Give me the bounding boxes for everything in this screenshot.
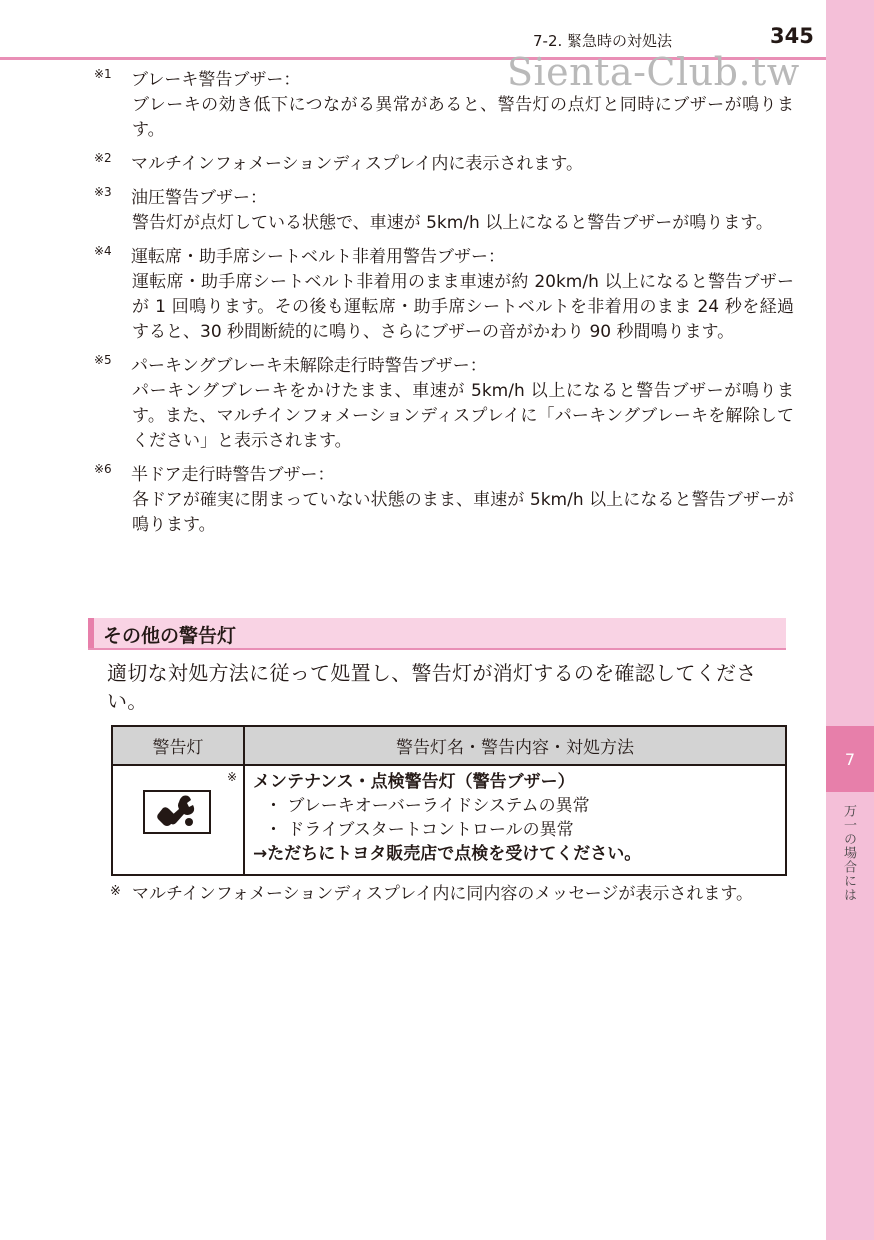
side-band (826, 0, 874, 1240)
note-body: ブレーキの効き低下につながる異常があると、警告灯の点灯と同時にブザーが鳴ります。 (132, 95, 794, 140)
maintenance-wrench-icon (143, 790, 211, 834)
note-title: パーキングブレーキ未解除走行時警告ブザー： (131, 356, 487, 376)
note-5 (94, 354, 794, 454)
table-row (112, 765, 786, 875)
page-number: 345 (770, 24, 814, 48)
note-title: 運転席・助手席シートベルト非着用警告ブザー： (131, 247, 505, 267)
note-4 (94, 245, 794, 345)
note-title: 半ドア走行時警告ブザー： (131, 465, 335, 485)
note-body: パーキングブレーキをかけたまま、車速が 5km/h 以上になると警告ブザーが鳴ります。また、マルチインフォメーションディスプレイに「パーキングブレーキを解除してください」と表示されます。 (132, 381, 794, 451)
table-header-light: 警告灯 (112, 726, 244, 765)
note-title: ブレーキ警告ブザー： (131, 70, 301, 90)
note-mark: ※4 (94, 244, 112, 258)
footnote-text: マルチインフォメーションディスプレイ内に同内容のメッセージが表示されます。 (132, 884, 754, 904)
watermark: Sienta-Club.tw (507, 50, 800, 94)
lamp-item: ・ ブレーキオーバーライドシステムの異常 (265, 796, 590, 816)
section-heading-text: その他の警告灯 (103, 625, 237, 647)
table-footnote (110, 881, 802, 907)
lamp-action: →ただちにトヨタ販売店で点検を受けてください。 (253, 844, 642, 864)
section-intro: 適切な対処方法に従って処置し、警告灯が消灯するのを確認してください。 (107, 661, 757, 713)
footnote-mark: ※ (110, 884, 121, 899)
heading-accent-bar (88, 618, 94, 648)
icon-cell (112, 765, 244, 875)
table-header-description: 警告灯名・警告内容・対処方法 (244, 726, 786, 765)
section-header: 7-2. 緊急時の対処法 (533, 32, 673, 50)
chapter-number: 7 (844, 749, 856, 769)
note-2 (94, 152, 794, 177)
note-6 (94, 463, 794, 538)
chapter-tab[interactable] (826, 726, 874, 792)
lamp-item: ・ ドライブスタートコントロールの異常 (265, 820, 574, 840)
note-body: 運転席・助手席シートベルト非着用のまま車速が約 20km/h 以上になると警告ブザーが 1 回鳴ります。その後も運転席・助手席シートベルトを非着用のまま 24 秒を経過すると、30 秒間断続的に鳴り、さらにブザーの音がかわり 90 秒間鳴ります。 (132, 272, 794, 342)
note-mark: ※3 (94, 185, 112, 199)
note-mark: ※6 (94, 462, 112, 476)
note-body: 各ドアが確実に閉まっていない状態のまま、車速が 5km/h 以上になると警告ブザーが鳴ります。 (132, 490, 794, 535)
note-title: マルチインフォメーションディスプレイ内に表示されます。 (131, 154, 584, 174)
chapter-title: 万一の場合には (841, 804, 856, 902)
note-1 (94, 68, 794, 143)
buzzer-notes (94, 68, 794, 547)
note-title: 油圧警告ブザー： (131, 188, 267, 208)
description-cell (244, 765, 786, 875)
note-mark: ※1 (94, 67, 112, 81)
table-header-row (112, 726, 786, 765)
cell-note-mark: ※ (226, 770, 237, 784)
note-3 (94, 186, 794, 236)
note-mark: ※5 (94, 353, 112, 367)
warning-light-table (111, 725, 787, 876)
note-mark: ※2 (94, 151, 112, 165)
note-body: 警告灯が点灯している状態で、車速が 5km/h 以上になると警告ブザーが鳴ります。 (132, 213, 773, 233)
lamp-name: メンテナンス・点検警告灯（警告ブザー） (253, 772, 575, 792)
section-heading (88, 618, 786, 650)
